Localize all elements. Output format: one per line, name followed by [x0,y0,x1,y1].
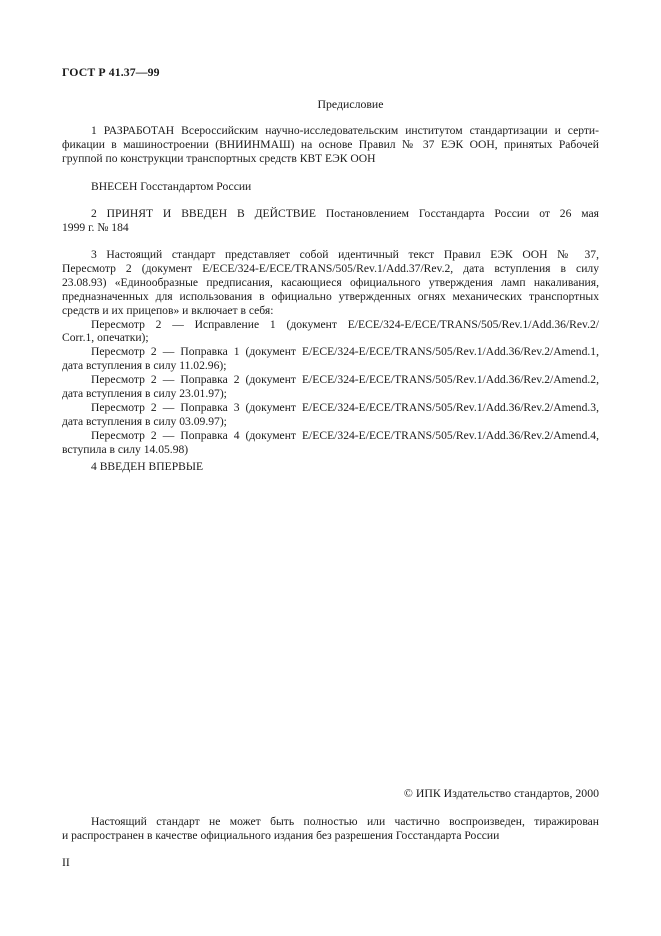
paragraph-line: Пересмотр 2 (документ E/ECE/324-E/ECE/TRANS/505/Rev.1/Add.37/Rev.2, дата вступления в силу [62,261,599,275]
list-item-line: Corr.1, опечатки); [62,331,149,345]
list-item-line: вступила в силу 14.05.98) [62,442,189,456]
paragraph-line: 23.08.93) «Единообразные предписания, касающиеся официального утверждения ламп накаливания, [62,275,599,289]
list-item-line: дата вступления в силу 11.02.96); [62,359,227,373]
paragraph-line: ВНЕСЕН Госстандартом России [91,180,252,193]
paragraph-line: средств и их прицепов» и включает в себя: [62,303,274,317]
paragraph-adopted [62,207,599,235]
list-item-line: Пересмотр 2 — Поправка 1 (документ E/ECE/324-E/ECE/TRANS/505/Rev.1/Add.36/Rev.2/Amend.1, [91,345,599,359]
paragraph-line: группой по конструкции транспортных средств КВТ ЕЭК ООН [62,151,376,165]
reproduction-notice [62,815,599,843]
paragraph-line: и распространен в качестве официального издания без разрешения Госстандарта России [62,828,500,842]
paragraph-introduced-by [62,180,599,194]
paragraph-line: 2 ПРИНЯТ И ВВЕДЕН В ДЕЙСТВИЕ Постановлением Госстандарта России от 26 мая [91,207,599,220]
paragraph-line: 1999 г. № 184 [62,220,129,234]
copyright-notice: © ИПК Издательство стандартов, 2000 [403,786,599,800]
list-item-line: Пересмотр 2 — Поправка 3 (документ E/ECE/324-E/ECE/TRANS/505/Rev.1/Add.36/Rev.2/Amend.3, [91,400,599,414]
paragraph-line: 1 РАЗРАБОТАН Всероссийским научно-исследовательским институтом стандартизации и серти- [91,124,599,137]
list-item-line: дата вступления в силу 23.01.97); [62,387,227,401]
paragraph-line: 4 ВВЕДЕН ВПЕРВЫЕ [91,460,204,473]
document-code: ГОСТ Р 41.37—99 [62,65,160,79]
list-item-line: Пересмотр 2 — Поправка 2 (документ E/ECE/324-E/ECE/TRANS/505/Rev.1/Add.36/Rev.2/Amend.2, [91,373,599,387]
paragraph-identical-text [62,248,599,457]
page-number: II [62,855,70,869]
paragraph-first-introduced [62,460,599,474]
paragraph-line: фикации в машиностроении (ВНИИНМАШ) на основе Правил № 37 ЕЭК ООН, принятых Рабочей [62,137,599,151]
paragraph-developed [62,124,599,166]
list-item-line: Пересмотр 2 — Поправка 4 (документ E/ECE/324-E/ECE/TRANS/505/Rev.1/Add.36/Rev.2/Amend.4, [91,428,599,442]
paragraph-line: 3 Настоящий стандарт представляет собой идентичный текст Правил ЕЭК ООН № 37, [91,248,599,261]
section-title: Предисловие [317,97,384,111]
paragraph-line: Настоящий стандарт не может быть полностью или частично воспроизведен, тиражирован [91,815,599,828]
list-item-line: дата вступления в силу 03.09.97); [62,414,227,428]
paragraph-line: предназначенных для использования в официально утвержденных огнях механических транспортных [62,289,599,303]
list-item-line: Пересмотр 2 — Исправление 1 (документ E/ECE/324-E/ECE/TRANS/505/Rev.1/Add.36/Rev.2/ [91,317,599,331]
